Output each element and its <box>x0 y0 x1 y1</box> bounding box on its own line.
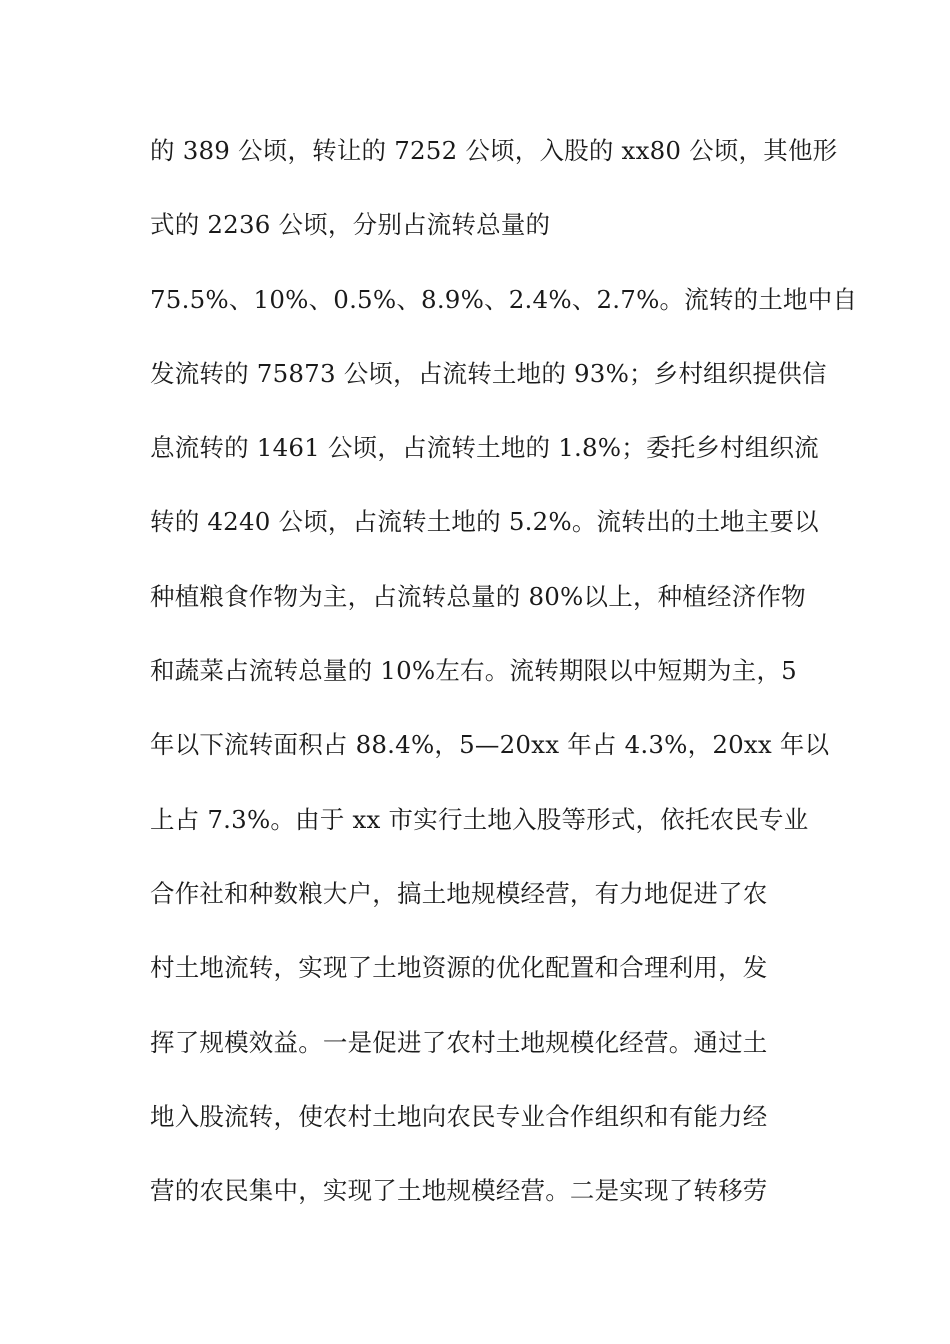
text-line: 75.5%、10%、0.5%、8.9%、2.4%、2.7%。流转的土地中自 <box>150 284 858 314</box>
text-line: 营的农民集中，实现了土地规模经营。二是实现了转移劳 <box>150 1176 768 1206</box>
text-line: 地入股流转，使农村土地向农民专业合作组织和有能力经 <box>150 1101 768 1131</box>
body-text <box>150 129 858 1243</box>
text-line: 年以下流转面积占 88.4%，5—20xx 年占 4.3%，20xx 年以 <box>150 730 830 760</box>
text-line: 村土地流转，实现了土地资源的优化配置和合理利用，发 <box>150 953 768 983</box>
text-line: 上占 7.3%。由于 xx 市实行土地入股等形式，依托农民专业 <box>150 804 809 834</box>
text-line: 的 389 公顷，转让的 7252 公顷，入股的 xx80 公顷，其他形 <box>150 136 838 165</box>
text-line: 种植粮食作物为主，占流转总量的 80%以上，种植经济作物 <box>150 581 806 611</box>
text-line: 和蔬菜占流转总量的 10%左右。流转期限以中短期为主，5 <box>150 656 797 686</box>
text-line: 式的 2236 公顷，分别占流转总量的 <box>150 210 551 240</box>
text-line: 合作社和种数粮大户，搞土地规模经营，有力地促进了农 <box>150 878 768 908</box>
text-line: 挥了规模效益。一是促进了农村土地规模化经营。通过土 <box>150 1027 768 1057</box>
text-line: 转的 4240 公顷，占流转土地的 5.2%。流转出的土地主要以 <box>150 507 819 537</box>
text-line: 息流转的 1461 公顷，占流转土地的 1.8%；委托乡村组织流 <box>150 433 819 463</box>
text-line: 发流转的 75873 公顷，占流转土地的 93%；乡村组织提供信 <box>150 358 827 388</box>
